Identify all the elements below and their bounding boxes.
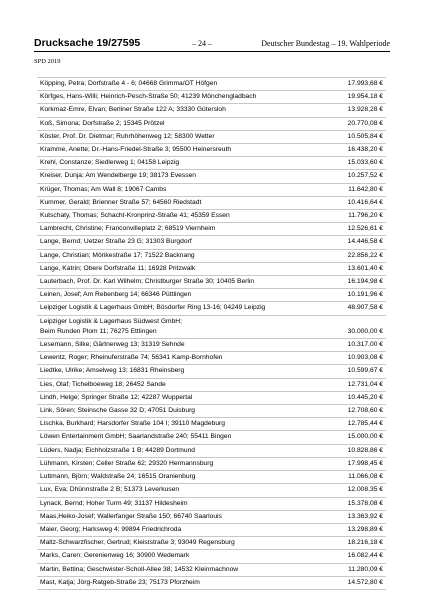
donation-amount: 12.008,35 €	[347, 486, 383, 494]
donor-name: Maas,Heiko-Josef; Wallerfanger Straße 150; 66740 Saarlouis	[40, 512, 222, 520]
donation-amount: 10.191,96 €	[347, 291, 383, 299]
donation-amount: 15.000,00 €	[347, 433, 383, 441]
donor-name: Krüger, Thomas; Am Wall 8; 19067 Cambs	[40, 185, 167, 193]
donor-name: Liedtke, Ulrike; Amselweg 13; 16831 Rheinsberg	[40, 367, 185, 375]
donor-name: Kutschaty, Thomas; Schacht-Kronprinz-Straße 41; 45359 Essen	[40, 212, 230, 220]
donor-name: Körfges, Hans-Willi; Heinrich-Pesch-Straße 50; 41239 Mönchengladbach	[40, 93, 257, 101]
table-row	[37, 536, 386, 549]
donation-amount: 20.770,08 €	[347, 119, 383, 127]
donation-amount: 17.998,45 €	[347, 459, 383, 467]
donor-name: Lauterbach, Prof. Dr. Karl Wilhelm; Christburger Straße 30; 10405 Berlin	[40, 278, 255, 286]
donor-name: Lambrecht, Christine; Franconvilleplatz 2; 68519 Viernheim	[40, 225, 216, 233]
donation-amount: 22.856,22 €	[347, 251, 383, 259]
donor-name: Leipziger Logistik & Lagerhaus Südwest GmbH;	[40, 317, 182, 325]
table-row	[37, 470, 386, 483]
table-row	[37, 510, 386, 523]
table-row	[37, 351, 386, 364]
donor-name: Lange, Katrin; Obere Dorfstraße 11; 16928 Pritzwalk	[40, 264, 196, 272]
parliament-label: Deutscher Bundestag – 19. Wahlperiode	[261, 39, 390, 48]
table-row	[37, 457, 386, 470]
table-row	[37, 549, 386, 562]
drucksache-id: 27595	[111, 37, 141, 49]
donation-amount: 12.785,44 €	[347, 420, 383, 428]
donor-name: Kramme, Anette; Dr.-Hans-Friedel-Straße 3; 95500 Heinersreuth	[40, 146, 232, 154]
donor-name: Krehl, Constanze; Siedlerweg 1; 04158 Leipzig	[40, 159, 180, 167]
donation-amount: 16.194,98 €	[347, 278, 383, 286]
donor-name: Kummer, Gerald; Brienner Straße 57; 64560 Riedstadt	[40, 198, 202, 206]
donor-address-line2: Beim Runden Plom 11; 76275 Ettlingen	[40, 327, 157, 335]
table-row	[37, 117, 386, 130]
donor-name: Maier, Georg; Harksweg 4; 99894 Friedrichroda	[40, 525, 182, 533]
table-row	[37, 563, 386, 576]
table-row	[37, 156, 386, 169]
table-row	[37, 378, 386, 391]
donation-amount: 19.954,18 €	[347, 93, 383, 101]
donor-name: Koß, Simona; Dorfstraße 2; 15345 Prötzel	[40, 119, 165, 127]
donation-amount: 14.446,58 €	[347, 238, 383, 246]
header-rule	[34, 51, 390, 52]
donor-name: Leipziger Logistik & Lagerhaus GmbH; Bösdorfer Ring 13-16; 04249 Leipzig	[40, 304, 266, 312]
donor-name: Martin, Bettina; Geschwister-Scholl-Allee 38; 14532 Kleinmachnow	[40, 565, 239, 573]
donation-amount: 13.298,89 €	[347, 525, 383, 533]
table-row	[37, 483, 386, 496]
donation-amount: 10.257,52 €	[347, 172, 383, 180]
table-row	[37, 249, 386, 262]
donation-amount: 48.907,58 €	[347, 304, 383, 312]
party-year: SPD 2019	[34, 58, 61, 65]
table-row	[37, 430, 386, 443]
donation-amount: 12.731,04 €	[347, 380, 383, 388]
donor-name: Lischka, Burkhard; Harsdorfer Straße 104 I; 39110 Magdeburg	[40, 420, 225, 428]
donor-name: Lesemann, Silke; Gärtnerweg 13; 31319 Sehnde	[40, 341, 185, 349]
table-row	[37, 576, 386, 590]
donor-name: Luttmann, Björn; Waldstraße 24; 16515 Oranienburg	[40, 473, 196, 481]
table-row	[37, 196, 386, 209]
table-row	[37, 364, 386, 377]
table-row	[37, 391, 386, 404]
donor-name: Löwen Entertainment GmbH; Saarlandstraße 240; 55411 Bingen	[40, 433, 232, 441]
donor-name: Lewentz, Roger; Rheinuferstraße 74; 56341 Kamp-Bornhofen	[40, 354, 223, 362]
table-row	[37, 523, 386, 536]
table-row	[37, 183, 386, 196]
donor-name: Mast, Katja; Jörg-Ratgeb-Straße 23; 75173 Pforzheim	[40, 578, 200, 586]
donation-amount: 13.601,40 €	[347, 264, 383, 272]
table-row	[37, 497, 386, 510]
donation-amount: 11.642,80 €	[348, 185, 383, 193]
donation-amount: 10.903,08 €	[347, 354, 383, 362]
donor-name: Lühmann, Kirsten; Celler Straße 62; 29320 Hermannsburg	[40, 459, 214, 467]
table-row	[37, 130, 386, 143]
donation-amount: 11.280,09 €	[348, 565, 383, 573]
donation-amount: 10.416,64 €	[347, 198, 383, 206]
donor-name: Korkmaz-Emre, Elvan; Berliner Straße 122 A; 33330 Gütersloh	[40, 106, 226, 114]
table-row	[37, 404, 386, 417]
table-row	[37, 222, 386, 235]
donor-name: Köpping, Petra; Dorfstraße 4 - 6; 04668 Grimma/OT Höfgen	[40, 80, 218, 87]
donor-name: Lindh, Helge; Springer Straße 12; 42287 Wuppertal	[40, 393, 193, 401]
donor-name: Marks, Caren; Gerenienweg 16; 30900 Wedemark	[40, 552, 190, 560]
donation-amount: 10.445,20 €	[347, 393, 383, 401]
table-row	[37, 275, 386, 288]
table-row	[37, 235, 386, 248]
donation-amount: 12.526,61 €	[347, 225, 383, 233]
donation-amount: 17.993,68 €	[347, 80, 383, 87]
table-row	[37, 169, 386, 182]
donation-amount: 16.438,20 €	[347, 146, 383, 154]
donation-amount: 16.082,44 €	[347, 552, 383, 560]
donation-amount: 11.796,20 €	[348, 212, 383, 220]
donor-name: Lange, Christian; Mörikestraße 17; 71522 Backnang	[40, 251, 195, 259]
table-row	[37, 262, 386, 275]
donor-name: Köster, Prof. Dr. Dietmar; Ruhrhöhenweg 12; 58300 Wetter	[40, 132, 215, 140]
table-row	[37, 143, 386, 156]
donation-amount: 10.317,00 €	[347, 341, 383, 349]
drucksache-number	[34, 36, 140, 50]
table-row	[37, 315, 386, 338]
table-row	[37, 444, 386, 457]
donor-name: Lange, Bernd; Uetzer Straße 23 G; 31303 Burgdorf	[40, 238, 192, 246]
donor-name: Kreiser, Dunja; Am Wendelberge 19; 38173 Evessen	[40, 172, 197, 180]
donation-amount: 10.599,67 €	[347, 367, 383, 375]
donation-amount: 15.378,08 €	[347, 499, 383, 507]
table-row	[37, 338, 386, 351]
donor-name: Lynack, Bernd; Hoher Turm 49; 31137 Hildesheim	[40, 499, 188, 507]
donation-amount: 14.572,80 €	[347, 578, 383, 586]
donation-amount: 13.363,92 €	[347, 512, 383, 520]
donor-name: Lüders, Nadja; Eichholzstraße 1 B; 44289 Dortmund	[40, 446, 196, 454]
table-row	[37, 288, 386, 301]
donations-table	[37, 77, 386, 590]
table-row	[37, 209, 386, 222]
table-row	[37, 103, 386, 116]
table-row	[37, 301, 386, 314]
donor-name: Lux, Eva; Dhünnstraße 2 B; 51373 Leverkusen	[40, 486, 180, 494]
donation-amount: 10.828,86 €	[347, 446, 383, 454]
drucksache-label: Drucksache 19/	[34, 37, 112, 49]
donation-amount: 15.033,60 €	[347, 159, 383, 167]
table-row	[37, 417, 386, 430]
table-row	[37, 77, 386, 90]
donor-name: Lies, Olaf; Tichelboeweg 18; 26452 Sande	[40, 380, 166, 388]
donor-name: Leinen, Josef; Am Rebenberg 14; 66346 Püttlingen	[40, 291, 192, 299]
donation-amount: 11.066,08 €	[348, 473, 383, 481]
page-header	[34, 36, 390, 50]
donation-amount: 18.216,18 €	[347, 539, 383, 547]
donation-amount: 12.708,60 €	[347, 407, 383, 415]
table-row	[37, 90, 386, 103]
donor-name: Link, Sören; Steinsche Gasse 32 D; 47051 Duisburg	[40, 407, 196, 415]
donation-amount: 30.000,00 €	[347, 327, 383, 335]
donor-name: Maltz-Schwarzfischer, Gertrud; Kleiststraße 3; 93049 Regensburg	[40, 539, 235, 547]
page-number: – 24 –	[192, 39, 212, 48]
donation-amount: 10.505,84 €	[347, 132, 383, 140]
donation-amount: 13.928,28 €	[347, 106, 383, 114]
